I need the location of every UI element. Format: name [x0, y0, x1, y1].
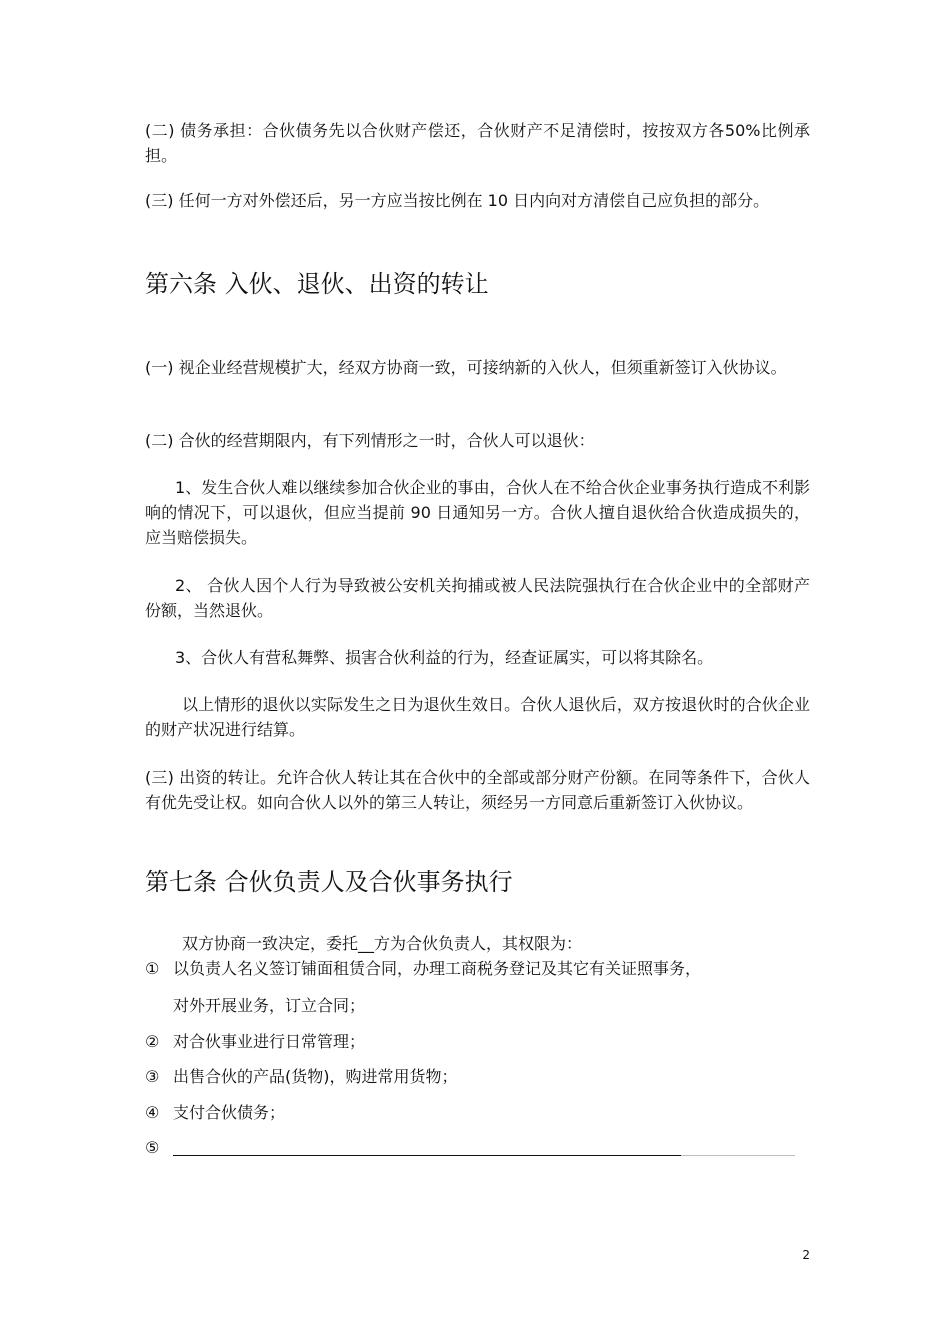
list-item-authority-5 — [145, 1135, 810, 1160]
paragraph-withdrawal-conditions: (二) 合伙的经营期限内，有下列情形之一时，合伙人可以退伙： — [145, 431, 595, 450]
list-item-authority-1 — [145, 956, 810, 981]
list-item-text: 支付合伙债务； — [173, 1103, 286, 1122]
paragraph-withdrawal-item-1: 1、发生合伙人难以继续参加合伙企业的事由，合伙人在不给合伙企业事务执行造成不利影响的情况下，可以退伙，但应当提前 90 日通知另一方。合伙人擅自退伙给合伙造成损失的，应当赔偿损失。 — [145, 478, 810, 547]
paragraph-withdrawal-item-3: 3、合伙人有营私舞弊、损害合伙利益的行为，经查证属实，可以将其除名。 — [175, 648, 714, 667]
blank-fill-line-extension — [681, 1155, 795, 1156]
paragraph-withdrawal-item-2: 2、 合伙人因个人行为导致被公安机关拘捕或被人民法院强执行在合伙企业中的全部财产份额，当然退伙。 — [145, 576, 810, 620]
paragraph-debt-bearing: (二) 债务承担：合伙债务先以合伙财产偿还，合伙财产不足清偿时，按按双方各50%比例承担。 — [145, 121, 810, 165]
blank-fill-line — [173, 1155, 681, 1156]
page-number: 2 — [802, 1248, 810, 1262]
list-item-authority-3 — [145, 1064, 810, 1089]
list-number: ② — [145, 1032, 160, 1051]
list-item-authority-1-continuation: 对外开展业务，订立合同； — [173, 996, 366, 1015]
list-number: ④ — [145, 1103, 160, 1122]
list-item-text: 出售合伙的产品(货物)，购进常用货物； — [173, 1067, 458, 1086]
paragraph-repayment: (三) 任何一方对外偿还后，另一方应当按比例在 10 日内向对方清偿自己应负担的部分。 — [145, 191, 770, 210]
list-item-authority-4 — [145, 1100, 810, 1125]
heading-article-7: 第七条 合伙负责人及合伙事务执行 — [145, 868, 513, 896]
paragraph-delegate-partner: 双方协商一致决定，委托__方为合伙负责人，其权限为： — [182, 934, 583, 953]
paragraph-capital-transfer: (三) 出资的转让。允许合伙人转让其在合伙中的全部或部分财产份额。在同等条件下，合伙人有优先受让权。如向合伙人以外的第三人转让，须经另一方同意后重新签订入伙协议。 — [145, 768, 810, 812]
list-item-authority-2 — [145, 1029, 810, 1054]
heading-article-6: 第六条 入伙、退伙、出资的转让 — [145, 270, 489, 298]
paragraph-withdrawal-effective: 以上情形的退伙以实际发生之日为退伙生效日。合伙人退伙后，双方按退伙时的合伙企业的财产状况进行结算。 — [145, 695, 810, 739]
paragraph-new-partner: (一) 视企业经营规模扩大，经双方协商一致，可接纳新的入伙人，但须重新签订入伙协议。 — [145, 358, 787, 377]
list-number: ③ — [145, 1067, 160, 1086]
list-number: ⑤ — [145, 1138, 160, 1157]
list-item-text: 以负责人名义签订铺面租赁合同，办理工商税务登记及其它有关证照事务， — [173, 959, 702, 978]
list-number: ① — [145, 959, 160, 978]
list-item-text: 对合伙事业进行日常管理； — [173, 1032, 366, 1051]
